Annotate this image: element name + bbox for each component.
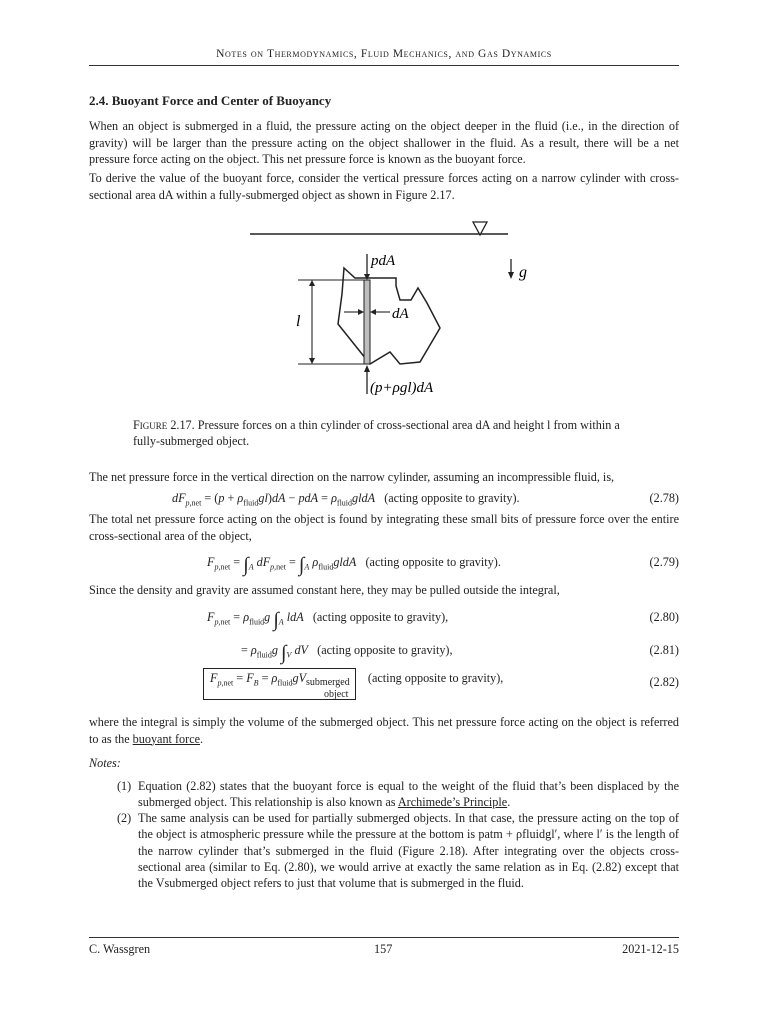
equation-number-2-81: (2.81)	[649, 643, 679, 657]
section-title: 2.4. Buoyant Force and Center of Buoyancy	[89, 93, 332, 108]
note-1-number: (1)	[117, 779, 132, 793]
term-buoyant-force: buoyant force	[132, 731, 201, 746]
dimension-l-head-top	[309, 280, 315, 286]
note-2	[117, 810, 679, 891]
note-2-text: The same analysis can be used for partially submerged objects. In that case, the pressure acting on the top of the object is atmospheric pressure while the pressure at the bottom is patm + ρfluidgl′, where l′ is the length of the narrow cylinder that’s submerged in the fluid (Figure 2.18). After integrating over the objects cross-sectional area (similar to Eq. (2.80), we would arrive at exactly the same relation as in Eq. (2.82) except that the Vsubmerged object refers to just that volume that is submerged in the fluid.	[138, 811, 679, 891]
label-da: dA	[392, 306, 409, 322]
header-rule	[89, 65, 679, 66]
equation-2-81: = $\rho_{fluid}g$ $\int_V$ dV (acting opposite to gravity),	[241, 642, 453, 664]
equation-2-79: $F_{p,net} = \int_A$ $dF_{p,net} = \int_A$ $\rho_{fluid}gldA$ (acting opposite to gravity).	[207, 554, 501, 576]
label-bottom-force: (p+ρgl)dA	[370, 380, 434, 396]
running-header: Notes on Thermodynamics, Fluid Mechanics, and Gas Dynamics	[216, 48, 552, 60]
narrow-cylinder	[364, 280, 370, 364]
label-pda: pdA	[371, 253, 396, 269]
paragraph-intro: When an object is submerged in a fluid, the pressure acting on the object deeper in the fluid (i.e., in the direction of gravity) will be larger than the pressure acting on the object shallower in the fluid. As a result, there will be a net pressure force acting on the object. This net pressure force is known as the buoyant force.	[89, 119, 679, 166]
note-1	[117, 778, 679, 811]
paragraph-buoyant-text: where the integral is simply the volume of the submerged object. This net pressure force acting on the object is referred to as the	[89, 715, 679, 746]
term-archimedes-principle: Archimede’s Principle	[397, 795, 508, 810]
notes-label: Notes:	[89, 756, 121, 770]
figure-caption-label: Figure 2.17.	[133, 418, 195, 432]
gravity-arrow-head	[508, 272, 514, 279]
bottom-force-arrow-head	[364, 365, 370, 372]
paragraph-derive: To derive the value of the buoyant force, consider the vertical pressure forces acting on a narrow cylinder with cross-sectional area dA within a fully-submerged object as shown in Figure 2.17.	[89, 171, 679, 202]
figure-caption-text: Pressure forces on a thin cylinder of cross-sectional area dA and height l from within a fully-submerged object.	[133, 418, 620, 448]
paragraph-buoyant-end: .	[200, 731, 204, 746]
boxed-buoyant-force-result: $F_{p,net} = F_B = \rho_{fluid}gV_{submerged object}$	[203, 668, 356, 700]
label-l: l	[296, 313, 301, 330]
footer-date: 2021-12-15	[622, 942, 679, 956]
equation-number-2-78: (2.78)	[649, 491, 679, 505]
note-2-number: (2)	[117, 811, 132, 825]
equation-number-2-80: (2.80)	[649, 610, 679, 624]
note-1-text: Equation (2.82) states that the buoyant force is equal to the weight of the fluid that’s been displaced by the submerged object. This relationship is also known as	[138, 779, 679, 810]
paragraph-buoyant-definition	[89, 714, 679, 747]
footer-page-number: 157	[374, 942, 393, 956]
dimension-l-head-bottom	[309, 358, 315, 364]
equation-number-2-82: (2.82)	[649, 675, 679, 689]
equation-2-80: $F_{p,net} = \rho_{fluid}g$ $\int_A$ ldA (acting opposite to gravity),	[207, 609, 449, 631]
figure-2-17	[240, 214, 530, 404]
footer-author: C. Wassgren	[89, 942, 151, 956]
paragraph-net-force: The net pressure force in the vertical direction on the narrow cylinder, assuming an incompressible fluid, is,	[89, 470, 615, 484]
note-1-end: .	[507, 795, 511, 810]
figure-caption	[133, 417, 643, 449]
submerged-object	[338, 268, 440, 364]
equation-2-82: $F_{p,net} = F_B = \rho_{fluid}gV_{submerged object}$ (acting opposite to gravity),	[203, 671, 503, 688]
equation-number-2-79: (2.79)	[649, 555, 679, 569]
free-surface-symbol	[473, 222, 487, 235]
equation-2-78: $dF_{p,net} = (p + \rho_{fluid}gl)dA$ − pdA = $\rho_{fluid}gldA$ (acting opposite to gravity).	[172, 491, 520, 508]
paragraph-constants: Since the density and gravity are assumed constant here, they may be pulled outside the integral,	[89, 583, 560, 597]
footer-rule	[89, 937, 679, 938]
label-g: g	[519, 264, 527, 281]
paragraph-total-force: The total net pressure force acting on the object is found by integrating these small bits of pressure force over the entire cross-sectional area of the object,	[89, 512, 679, 543]
